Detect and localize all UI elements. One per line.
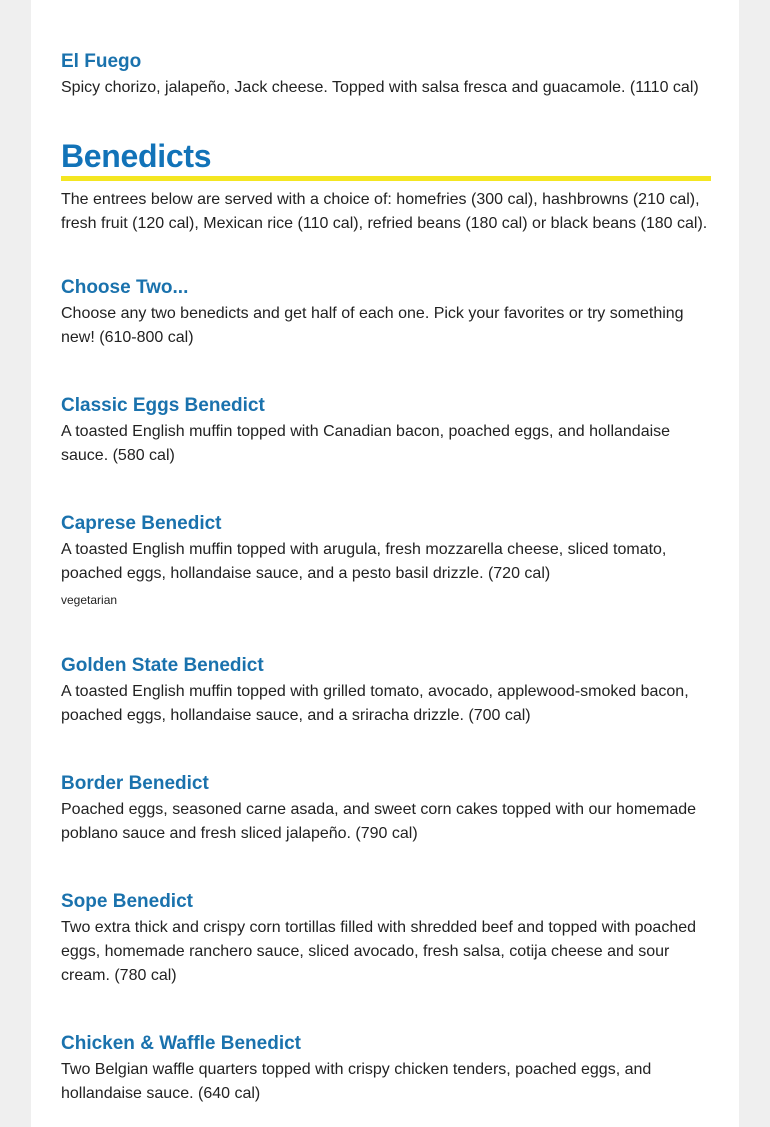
menu-item (61, 654, 711, 728)
item-title: Classic Eggs Benedict (61, 395, 265, 416)
item-title: Golden State Benedict (61, 655, 264, 676)
section-title: Benedicts (61, 138, 711, 181)
item-title: El Fuego (61, 51, 142, 72)
menu-item (61, 276, 711, 350)
item-title: Caprese Benedict (61, 513, 222, 534)
item-title: Choose Two... (61, 277, 189, 298)
menu-item (61, 512, 711, 608)
item-description: A toasted English muffin topped with arugula, fresh mozzarella cheese, sliced tomato, poached eggs, hollandaise sauce, and a pesto basil drizzle. (720 cal) (61, 541, 667, 582)
menu-item (61, 50, 711, 100)
item-description: Two Belgian waffle quarters topped with crispy chicken tenders, poached eggs, and hollandaise sauce. (640 cal) (61, 1061, 652, 1102)
menu-item (61, 890, 711, 988)
menu-item (61, 394, 711, 468)
menu-item (61, 772, 711, 846)
item-description: Choose any two benedicts and get half of each one. Pick your favorites or try something new! (610-800 cal) (61, 305, 684, 346)
item-description: Spicy chorizo, jalapeño, Jack cheese. Topped with salsa fresca and guacamole. (1110 cal) (61, 79, 699, 96)
menu-item (61, 1032, 711, 1106)
item-title: Chicken & Waffle Benedict (61, 1033, 302, 1054)
item-description: Two extra thick and crispy corn tortillas filled with shredded beef and topped with poached eggs, homemade ranchero sauce, sliced avocado, fresh salsa, cotija cheese and sour cream. (780 cal) (61, 919, 697, 984)
section-header (61, 138, 711, 236)
item-title: Border Benedict (61, 773, 209, 794)
dietary-tag: vegetarian (61, 593, 118, 607)
menu-card (31, 0, 739, 1127)
section-intro: The entrees below are served with a choice of: homefries (300 cal), hashbrowns (210 cal), fresh fruit (120 cal), Mexican rice (110 cal), refried beans (180 cal) or black beans (180 cal). (61, 191, 708, 232)
item-description: A toasted English muffin topped with Canadian bacon, poached eggs, and hollandaise sauce. (580 cal) (61, 423, 671, 464)
item-title: Sope Benedict (61, 891, 193, 912)
item-description: A toasted English muffin topped with grilled tomato, avocado, applewood-smoked bacon, poached eggs, hollandaise sauce, and a sriracha drizzle. (700 cal) (61, 683, 689, 724)
item-description: Poached eggs, seasoned carne asada, and sweet corn cakes topped with our homemade poblano sauce and fresh sliced jalapeño. (790 cal) (61, 801, 697, 842)
